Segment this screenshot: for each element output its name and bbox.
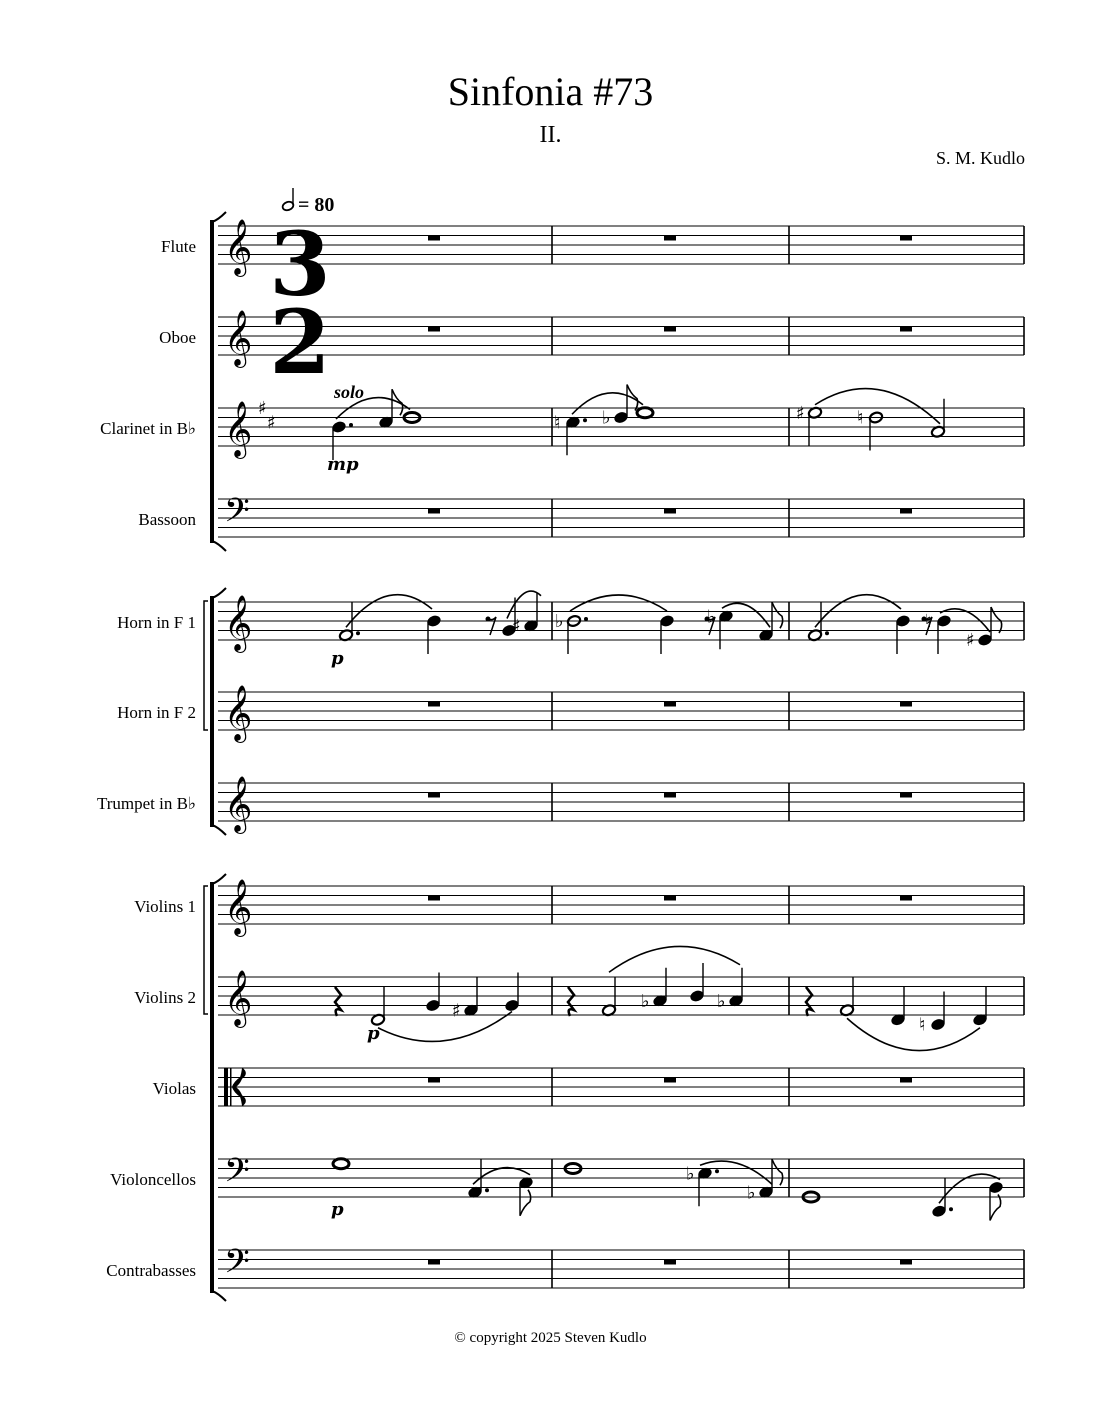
treble-clef-icon [224, 879, 252, 937]
whole-rest [900, 236, 912, 241]
instrument-label: Violas [152, 1079, 196, 1098]
horn1-notes [339, 591, 1002, 654]
time-signature-denominator: 2 [269, 290, 331, 394]
whole-rest [664, 896, 676, 901]
violins2-notes [335, 946, 987, 1050]
svg-text:♮: ♮ [554, 412, 561, 434]
svg-text:𝄞: 𝄞 [224, 310, 253, 366]
svg-text:♭: ♭ [747, 1182, 756, 1204]
instrument-label: Violins 2 [134, 988, 196, 1007]
svg-text:♯: ♯ [452, 1000, 461, 1022]
composer-name: S. M. Kudlo [935, 148, 1025, 168]
time-signature [269, 212, 330, 394]
time-signature-numerator: 3 [269, 212, 331, 316]
whole-rest [900, 896, 912, 901]
treble-clef-icon [224, 310, 252, 368]
whole-rest [900, 1078, 912, 1083]
whole-rest [664, 793, 676, 798]
svg-text:𝄞: 𝄞 [224, 970, 253, 1026]
whole-rest [428, 509, 440, 514]
staff-violas [153, 1068, 1024, 1106]
horn-brace [204, 601, 208, 730]
svg-text:♮: ♮ [857, 407, 864, 429]
bass-clef-icon [224, 1243, 250, 1289]
whole-rest [664, 702, 676, 707]
svg-text:♭: ♭ [555, 611, 564, 632]
instrument-label: Bassoon [138, 510, 196, 529]
svg-text:♯: ♯ [796, 402, 805, 424]
svg-text:𝄞: 𝄞 [224, 776, 253, 832]
clarinet-dynamic: mp [327, 454, 359, 475]
score-title: Sinfonia #73 [447, 69, 654, 114]
whole-rest [664, 327, 676, 332]
whole-rest [900, 1260, 912, 1265]
violins2-dynamic: p [367, 1023, 380, 1044]
bass-clef-icon [224, 1152, 250, 1198]
svg-text:♭: ♭ [707, 606, 716, 628]
svg-text:♯: ♯ [966, 630, 975, 651]
instrument-label: Trumpet in B♭ [96, 794, 196, 813]
clarinet-notes [332, 385, 946, 461]
key-signature [258, 398, 276, 433]
violins-brace [204, 886, 208, 1014]
svg-text:𝄞: 𝄞 [224, 879, 253, 935]
treble-clef-icon [224, 595, 252, 653]
whole-rest [900, 702, 912, 707]
staff-contrabasses [106, 1243, 1024, 1289]
svg-text:𝄞: 𝄞 [224, 595, 253, 651]
whole-rest [428, 1078, 440, 1083]
svg-text:𝄞: 𝄞 [224, 685, 253, 741]
svg-text:𝄢: 𝄢 [224, 1152, 250, 1198]
instrument-label: Violoncellos [110, 1170, 196, 1189]
treble-clef-icon [224, 401, 252, 459]
svg-text:♭: ♭ [602, 407, 611, 429]
svg-text:𝄞: 𝄞 [224, 219, 253, 275]
tempo-text: = 80 [298, 194, 335, 216]
treble-clef-icon [224, 219, 252, 277]
staff-bassoon [138, 492, 1024, 538]
svg-text:𝄞: 𝄞 [224, 401, 253, 457]
movement-number: II. [539, 122, 562, 148]
whole-rest [428, 327, 440, 332]
treble-clef-icon [224, 685, 252, 743]
whole-rest [900, 793, 912, 798]
instrument-label: Horn in F 2 [117, 703, 196, 722]
svg-text:♭: ♭ [686, 1163, 695, 1185]
copyright-notice: © copyright 2025 Steven Kudlo [454, 1330, 647, 1346]
staff-trumpet-in-b- [97, 776, 1024, 834]
horn1-dynamic: p [331, 648, 344, 669]
whole-rest [428, 1260, 440, 1265]
instrument-label: Clarinet in B♭ [100, 419, 196, 438]
whole-rest [428, 702, 440, 707]
whole-rest [900, 327, 912, 332]
solo-marking: solo [334, 382, 365, 402]
svg-text:𝄢: 𝄢 [224, 1243, 250, 1289]
treble-clef-icon [224, 970, 252, 1028]
whole-rest [428, 236, 440, 241]
instrument-label: Contrabasses [106, 1261, 196, 1280]
staff-violoncellos [110, 1152, 1024, 1198]
whole-rest [664, 236, 676, 241]
staff-violins-2 [134, 970, 1024, 1028]
instrument-label: Flute [161, 237, 196, 256]
treble-clef-icon [224, 776, 252, 834]
svg-text:𝄢: 𝄢 [224, 492, 250, 538]
whole-rest [664, 1260, 676, 1265]
whole-rest [664, 1078, 676, 1083]
svg-text:♯: ♯ [512, 615, 521, 637]
staff-violins-1 [134, 879, 1024, 937]
svg-text:♮: ♮ [925, 611, 932, 632]
svg-text:♮: ♮ [919, 1014, 926, 1036]
whole-rest [428, 793, 440, 798]
whole-rest [428, 896, 440, 901]
staff-horn-in-f-1 [117, 595, 1024, 653]
instrument-label: Oboe [159, 328, 196, 347]
svg-text:♯: ♯ [258, 398, 267, 419]
whole-rest [664, 509, 676, 514]
svg-text:♭: ♭ [717, 990, 726, 1012]
staff-clarinet-in-b- [100, 398, 1024, 459]
staff-horn-in-f-2 [117, 685, 1024, 743]
cello-dynamic: p [331, 1199, 344, 1220]
svg-text:♭: ♭ [641, 990, 650, 1012]
instrument-label: Horn in F 1 [117, 613, 196, 632]
bass-clef-icon [224, 492, 250, 538]
svg-text:♯: ♯ [267, 412, 276, 434]
instrument-label: Violins 1 [134, 897, 196, 916]
whole-rest [900, 509, 912, 514]
